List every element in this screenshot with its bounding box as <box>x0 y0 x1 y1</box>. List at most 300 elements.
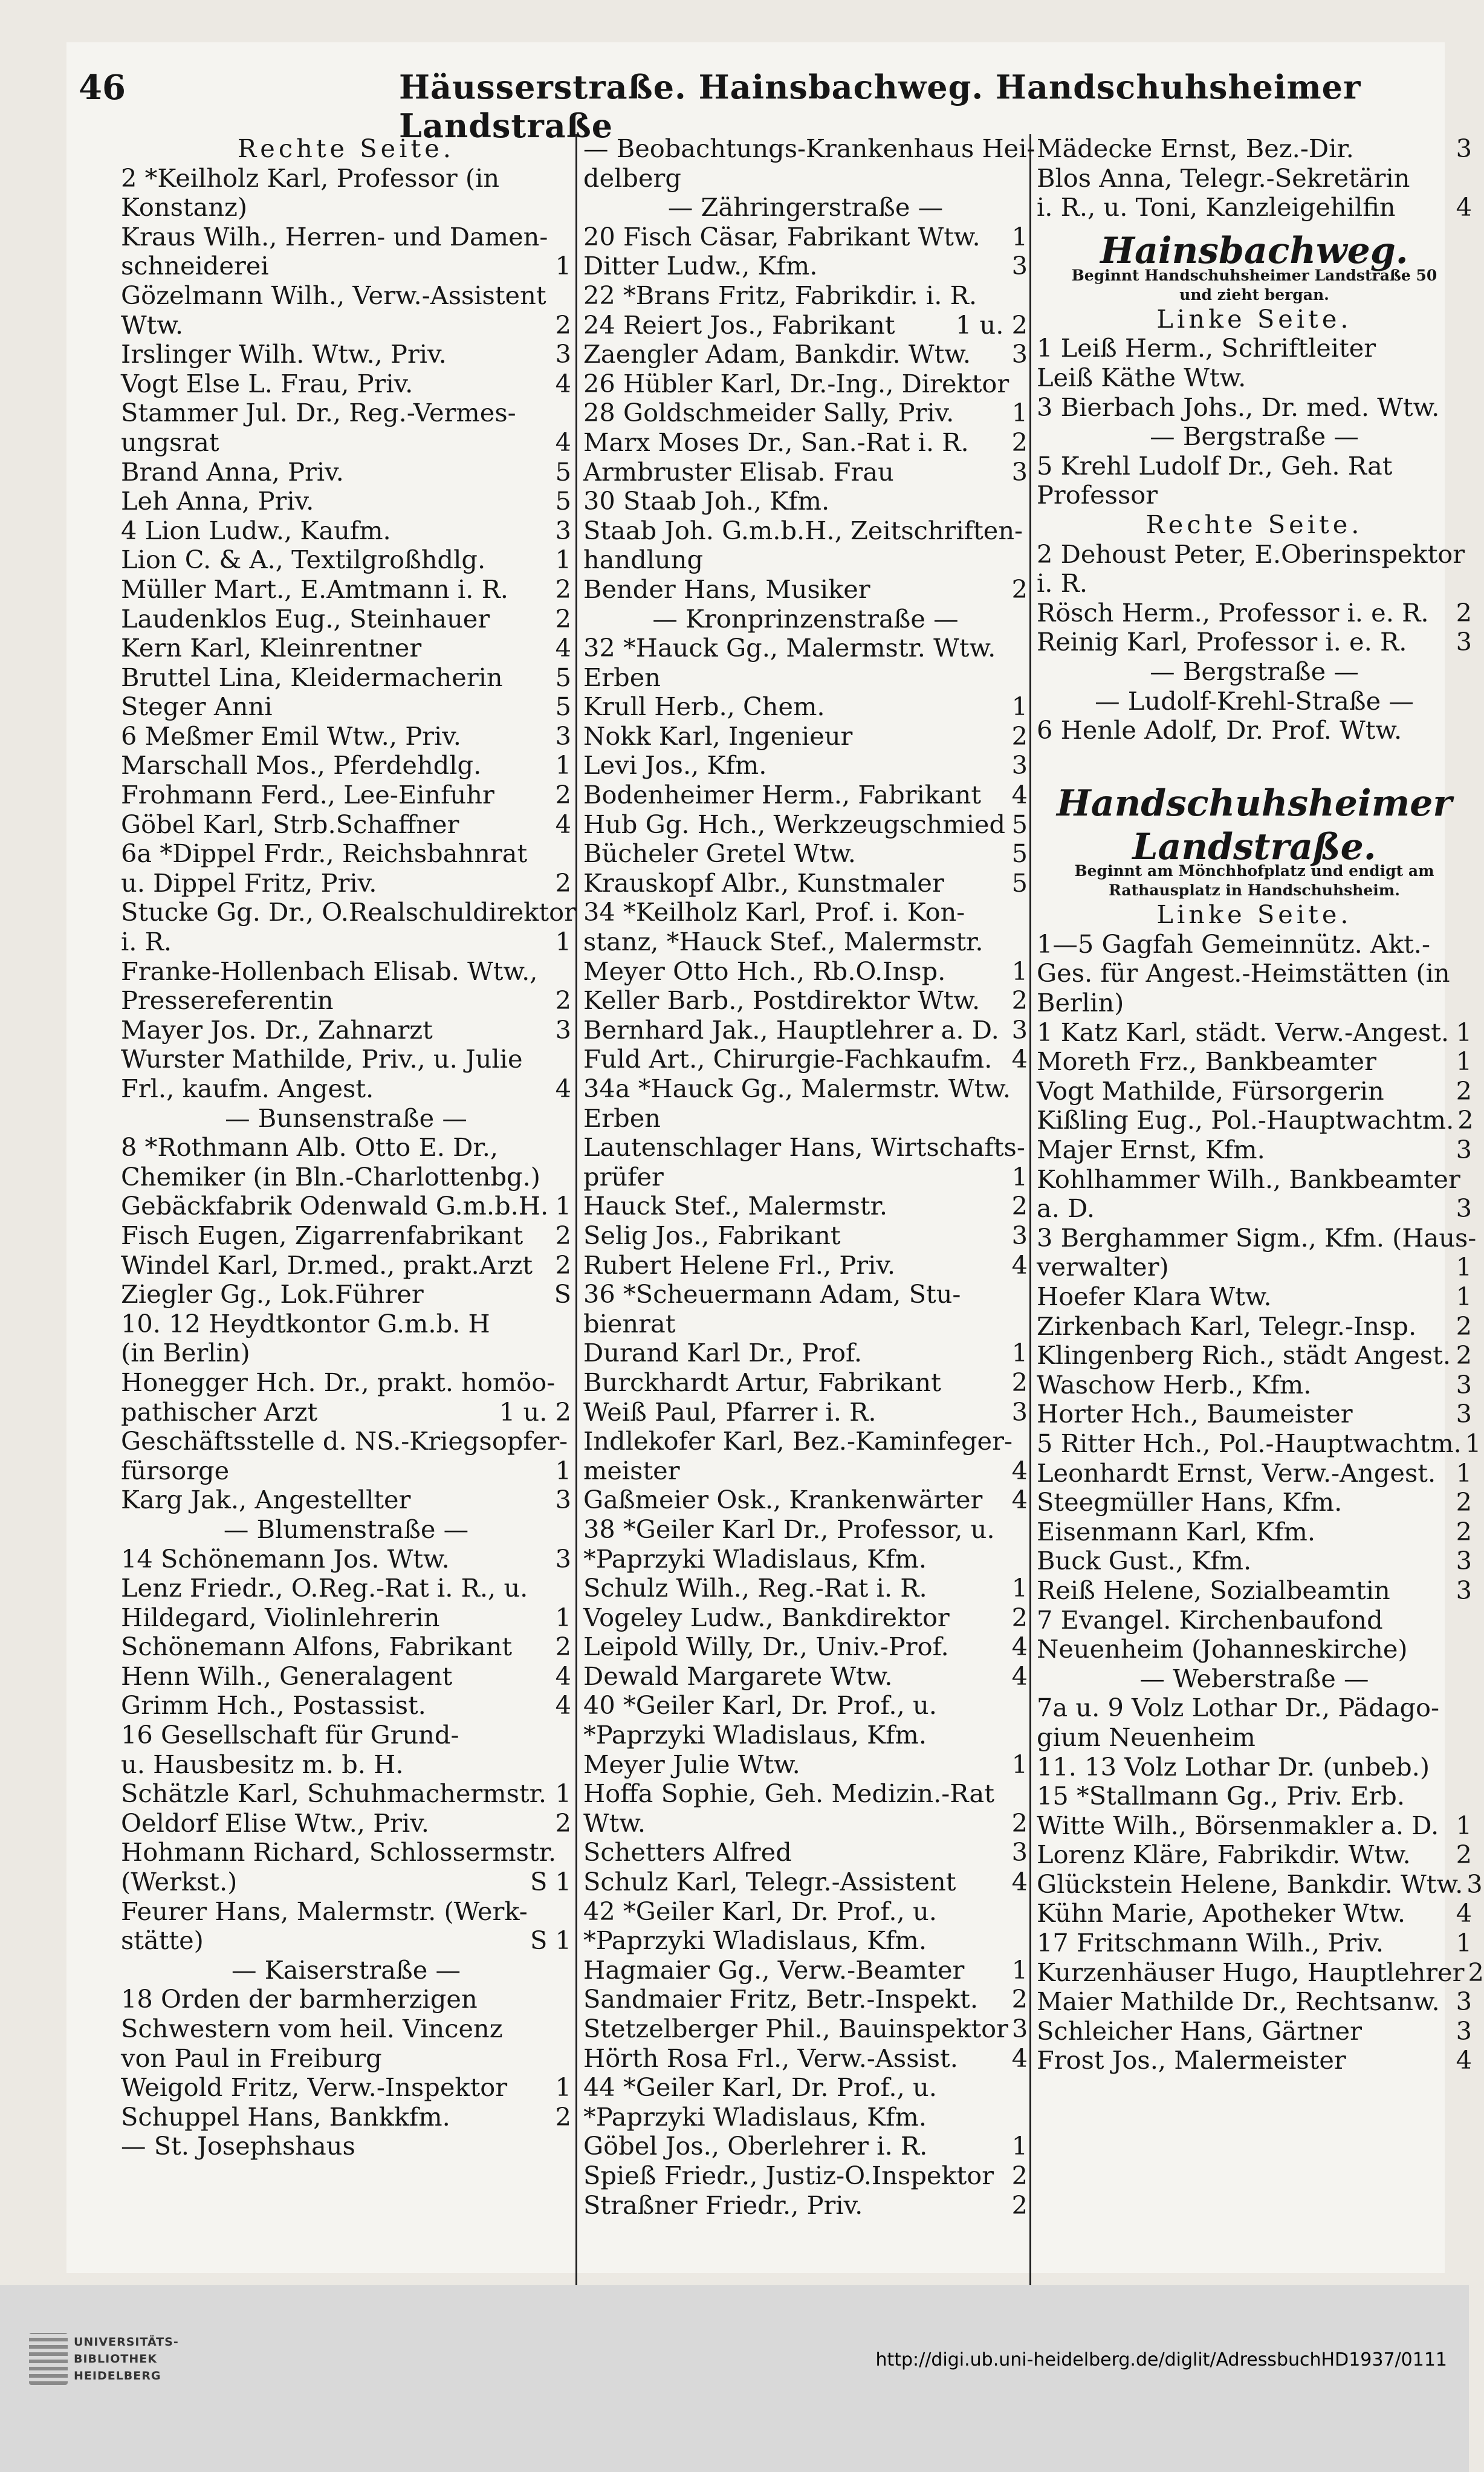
entry-text: Krull Herb., Chem. <box>583 692 825 722</box>
floor-number: 4 <box>1011 1044 1028 1074</box>
floor-number: 1 <box>1456 1046 1472 1077</box>
logo-line: HEIDELBERG <box>74 2369 161 2383</box>
logo-line: BIBLIOTHEK <box>74 2352 157 2366</box>
directory-entry <box>121 1632 571 1662</box>
directory-entry <box>1037 1488 1472 1517</box>
entry-text: 16 Gesellschaft für Grund- <box>121 1720 459 1750</box>
entry-text: Reiß Helene, Sozialbeamtin <box>1037 1575 1390 1605</box>
floor-number: 5 <box>1011 839 1028 869</box>
entry-text: Hub Gg. Hch., Werkzeugschmied <box>583 809 1006 839</box>
directory-entry <box>583 1427 1028 1456</box>
entry-text: verwalter) <box>1037 1252 1169 1282</box>
entry-text: Wtw. <box>121 310 184 340</box>
entry-text: Kühn Marie, Apotheker Wtw. <box>1037 1898 1406 1929</box>
directory-entry <box>1037 1106 1472 1135</box>
directory-entry <box>121 1838 571 1867</box>
floor-number: 4 <box>555 1690 571 1721</box>
floor-number: 4 <box>1011 1632 1028 1662</box>
library-logo-icon <box>29 2333 68 2385</box>
directory-entry <box>1037 1606 1472 1635</box>
entry-text: Henn Wilh., Generalagent <box>121 1661 453 1691</box>
entry-text: — Blumenstraße — <box>223 1514 469 1544</box>
entry-text: Leipold Willy, Dr., Univ.-Prof. <box>583 1632 949 1662</box>
directory-entry <box>1037 1957 1484 1988</box>
directory-entry <box>121 1221 571 1251</box>
directory-entry <box>121 369 571 399</box>
entry-text: stätte) <box>121 1925 204 1956</box>
cross-street <box>121 1515 571 1545</box>
entry-text: 4 Lion Ludw., Kaufm. <box>121 515 391 545</box>
floor-number: 1 <box>1011 1573 1028 1603</box>
entry-text: (in Berlin) <box>121 1338 250 1368</box>
entry-text: — Beobachtungs-Krankenhaus Hei- <box>583 134 1035 163</box>
floor-number: 2 <box>1457 1105 1474 1135</box>
directory-entry <box>1037 1782 1472 1811</box>
floor-number: 3 <box>555 1485 571 1515</box>
directory-entry <box>1037 1282 1472 1312</box>
logo-line: UNIVERSITÄTS- <box>74 2335 179 2349</box>
floor-number: 1 <box>555 1602 571 1632</box>
entry-text: Rechte Seite. <box>1145 509 1363 539</box>
directory-entry <box>1037 628 1472 657</box>
entry-text: Rubert Helene Frl., Priv. <box>583 1250 896 1280</box>
directory-entry <box>583 869 1028 898</box>
directory-entry <box>121 1779 571 1809</box>
floor-number: 5 <box>555 456 571 487</box>
directory-entry <box>583 1368 1028 1398</box>
directory-entry <box>583 1280 1028 1309</box>
directory-entry <box>121 1545 571 1574</box>
entry-text: u. Hausbesitz m. b. H. <box>121 1749 404 1779</box>
entry-text: Vogeley Ludw., Bankdirektor <box>583 1602 950 1632</box>
entry-text: Mädecke Ernst, Bez.-Dir. <box>1037 134 1354 163</box>
directory-column-2 <box>583 134 1035 2220</box>
floor-number: S 1 <box>530 1925 571 1956</box>
directory-entry <box>121 1662 571 1692</box>
entry-text: 6a *Dippel Frdr., Reichsbahnrat <box>121 839 528 869</box>
directory-entry <box>583 986 1028 1016</box>
directory-entry <box>583 1104 1028 1134</box>
floor-number: 4 <box>1011 2043 1028 2073</box>
entry-text: Rösch Herm., Professor i. e. R. <box>1037 597 1429 628</box>
directory-entry <box>1037 930 1472 959</box>
directory-entry <box>121 986 571 1016</box>
floor-number: 2 <box>555 2101 571 2132</box>
entry-text: Honegger Hch. Dr., prakt. homöo- <box>121 1367 556 1397</box>
entry-text: Linke Seite. <box>1156 303 1352 334</box>
directory-entry <box>1037 193 1472 222</box>
entry-text: 2 *Keilholz Karl, Professor (in <box>121 163 500 193</box>
directory-entry <box>583 1545 1028 1574</box>
directory-entry <box>121 1809 571 1838</box>
directory-entry <box>1037 2046 1472 2075</box>
directory-entry <box>583 487 1028 516</box>
floor-number: 5 <box>555 662 571 692</box>
entry-text: Laudenklos Eug., Steinhauer <box>121 603 490 634</box>
entry-text: Grimm Hch., Postassist. <box>121 1690 426 1721</box>
entry-text: i. R. <box>1037 568 1088 599</box>
entry-text: Hoefer Klara Wtw. <box>1037 1282 1272 1311</box>
directory-entry <box>121 281 571 311</box>
directory-entry <box>121 692 571 722</box>
cross-street <box>1037 687 1472 716</box>
directory-entry <box>1037 1753 1472 1782</box>
directory-entry <box>1037 1222 1477 1253</box>
entry-text: delberg <box>583 163 681 193</box>
entry-text: 18 Orden der barmherzigen <box>121 1984 478 2014</box>
floor-number: 4 <box>1011 1455 1028 1485</box>
directory-entry <box>1037 1047 1472 1077</box>
entry-text: Pressereferentin <box>121 985 334 1016</box>
directory-entry <box>583 1750 1028 1780</box>
directory-entry <box>1037 481 1472 510</box>
directory-entry <box>583 1309 1028 1339</box>
entry-text: Göbel Karl, Strb.Schaffner <box>121 809 459 839</box>
floor-number: 2 <box>1456 597 1472 628</box>
directory-entry <box>583 1485 1028 1515</box>
entry-text: Bodenheimer Herm., Fabrikant <box>583 780 982 810</box>
entry-text: 3 Berghammer Sigm., Kfm. (Haus- <box>1037 1222 1477 1253</box>
entry-text: Linke Seite. <box>1156 900 1352 930</box>
directory-entry <box>1037 1077 1472 1106</box>
floor-number: 3 <box>1011 1397 1028 1427</box>
directory-entry <box>121 634 571 663</box>
entry-text: Hohmann Richard, Schlossermstr. <box>121 1837 557 1867</box>
directory-entry <box>1037 1546 1472 1576</box>
entry-text: *Paprzyki Wladislaus, Kfm. <box>583 1720 927 1750</box>
directory-entry <box>1037 1899 1472 1929</box>
directory-entry <box>121 1309 571 1339</box>
entry-text: Hörth Rosa Frl., Verw.-Assist. <box>583 2043 958 2073</box>
directory-entry <box>583 1897 1028 1927</box>
entry-text: i. R., u. Toni, Kanzleigehilfin <box>1037 192 1396 222</box>
entry-text: Feurer Hans, Malermstr. (Werk- <box>121 1896 528 1926</box>
entry-text: Stucke Gg. Dr., O.Realschuldirektor <box>121 897 576 927</box>
floor-number: 2 <box>1011 1191 1028 1221</box>
directory-entry <box>121 810 571 840</box>
floor-number: 1 <box>1465 1428 1482 1458</box>
entry-text: 14 Schönemann Jos. Wtw. <box>121 1543 450 1574</box>
floor-number: 5 <box>1011 868 1028 898</box>
floor-number: 2 <box>1468 1957 1484 1987</box>
street-note <box>1037 861 1472 881</box>
floor-number: 2 <box>1456 1340 1472 1371</box>
entry-text: Witte Wilh., Börsenmakler a. D. <box>1037 1810 1439 1840</box>
floor-number: 4 <box>1456 1898 1472 1929</box>
entry-text: Stammer Jul. Dr., Reg.-Vermes- <box>121 398 516 428</box>
floor-number: 4 <box>1011 1661 1028 1691</box>
street-heading <box>1037 818 1472 868</box>
directory-entry <box>121 897 576 927</box>
directory-entry <box>583 1163 1028 1192</box>
entry-text: Krauskopf Albr., Kunstmaler <box>583 868 944 898</box>
floor-number: 4 <box>555 368 571 398</box>
directory-entry <box>583 1515 1028 1545</box>
entry-text: Durand Karl Dr., Prof. <box>583 1338 863 1368</box>
entry-text: 2 Dehoust Peter, E.Oberinspektor <box>1037 539 1465 569</box>
entry-text: 11. 13 Volz Lothar Dr. (unbeb.) <box>1037 1751 1430 1782</box>
entry-text: Berlin) <box>1037 988 1124 1018</box>
entry-text: 1 Leiß Herm., Schriftleiter <box>1037 333 1376 363</box>
directory-entry <box>583 222 1028 252</box>
directory-entry <box>121 1016 571 1045</box>
entry-text: gium Neuenheim <box>1037 1722 1256 1752</box>
entry-text: Meyer Otto Hch., Rb.O.Insp. <box>583 956 946 986</box>
floor-number: 2 <box>1011 721 1028 751</box>
floor-number: 2 <box>555 310 571 340</box>
directory-column-1 <box>121 134 576 2161</box>
floor-number: 4 <box>555 1661 571 1691</box>
directory-entry <box>121 1368 571 1398</box>
floor-number: 4 <box>1011 780 1028 810</box>
directory-entry <box>583 1045 1028 1074</box>
directory-entry <box>121 1574 571 1603</box>
street-note <box>1037 285 1472 305</box>
directory-entry <box>583 898 1028 927</box>
floor-number: 1 <box>1011 692 1028 722</box>
floor-number: 2 <box>555 574 571 604</box>
directory-entry <box>583 340 1028 369</box>
viewer-footer <box>0 2285 1469 2472</box>
entry-text: Hainsbachweg. <box>1100 230 1408 273</box>
entry-text: Weigold Fritz, Verw.-Inspektor <box>121 2072 508 2103</box>
entry-text: Kraus Wilh., Herren- und Damen- <box>121 221 548 251</box>
entry-text: Chemiker (in Bln.-Charlottenbg.) <box>121 1161 540 1192</box>
floor-number: 3 <box>1011 1220 1028 1250</box>
directory-entry <box>121 927 571 957</box>
entry-text: 15 *Stallmann Gg., Priv. Erb. <box>1037 1781 1405 1811</box>
directory-entry <box>583 2014 1028 2044</box>
floor-number: 1 <box>1011 221 1028 251</box>
entry-text: Lorenz Kläre, Fabrikdir. Wtw. <box>1037 1840 1411 1870</box>
entry-text: Selig Jos., Fabrikant <box>583 1220 841 1250</box>
directory-entry <box>1037 1400 1472 1429</box>
floor-number: 1 <box>555 1455 571 1485</box>
source-url-link[interactable]: http://digi.ub.uni-heidelberg.de/diglit/AdressbuchHD1937/0111 <box>875 2349 1447 2370</box>
directory-entry <box>121 164 571 193</box>
directory-entry <box>583 2191 1028 2221</box>
directory-entry <box>583 251 1028 281</box>
entry-text: Spieß Friedr., Justiz-O.Inspektor <box>583 2160 994 2190</box>
entry-text: Lautenschlager Hans, Wirtschafts- <box>583 1132 1025 1163</box>
floor-number: 2 <box>1011 1602 1028 1632</box>
directory-column-3 <box>1037 134 1484 2075</box>
side-heading <box>1037 305 1472 334</box>
entry-text: handlung <box>583 545 704 575</box>
directory-entry <box>121 516 571 546</box>
entry-text: Zaengler Adam, Bankdir. Wtw. <box>583 339 971 369</box>
entry-text: Leiß Käthe Wtw. <box>1037 362 1246 392</box>
street-heading <box>1037 774 1472 825</box>
column-divider <box>575 134 577 2286</box>
directory-entry <box>121 428 571 458</box>
directory-entry <box>121 1427 571 1456</box>
directory-entry <box>121 2132 571 2161</box>
entry-text: 5 Krehl Ludolf Dr., Geh. Rat <box>1037 450 1393 481</box>
entry-text: 22 *Brans Fritz, Fabrikdir. i. R. <box>583 280 977 310</box>
entry-text: Fisch Eugen, Zigarrenfabrikant <box>121 1220 523 1250</box>
entry-text: Ditter Ludw., Kfm. <box>583 251 818 281</box>
floor-number: 2 <box>1456 1311 1472 1341</box>
entry-text: Schulz Karl, Telegr.-Assistent <box>583 1867 956 1897</box>
directory-entry <box>121 458 571 487</box>
directory-entry <box>1037 452 1472 481</box>
floor-number: 4 <box>555 809 571 839</box>
floor-number: 3 <box>1456 627 1472 657</box>
directory-entry <box>121 193 571 222</box>
directory-entry <box>583 428 1028 458</box>
entry-text: Lion C. & A., Textilgroßhdlg. <box>121 545 486 575</box>
entry-text: Schönemann Alfons, Fabrikant <box>121 1632 513 1662</box>
entry-text: Steger Anni <box>121 692 273 722</box>
floor-number: 3 <box>1456 1399 1472 1429</box>
entry-text: Weiß Paul, Pfarrer i. R. <box>583 1397 876 1427</box>
floor-number: 1 <box>555 1779 571 1809</box>
entry-text: Beginnt Handschuhsheimer Landstraße 50 <box>1071 266 1437 284</box>
floor-number: 2 <box>555 868 571 898</box>
entry-text: Majer Ernst, Kfm. <box>1037 1135 1265 1165</box>
entry-text: Schuppel Hans, Bankkfm. <box>121 2101 450 2132</box>
side-heading <box>1037 900 1472 930</box>
entry-text: Gaßmeier Osk., Krankenwärter <box>583 1485 983 1515</box>
directory-entry <box>583 780 1028 810</box>
directory-entry <box>121 780 571 810</box>
directory-entry <box>121 957 571 987</box>
floor-number: 1 <box>555 2072 571 2103</box>
floor-number: 1 <box>1011 1955 1028 1985</box>
floor-number: 3 <box>1466 1869 1483 1899</box>
floor-number: 3 <box>555 721 571 751</box>
floor-number: 4 <box>1456 2045 1472 2075</box>
entry-text: *Paprzyki Wladislaus, Kfm. <box>583 2101 927 2132</box>
entry-text: 38 *Geiler Karl Dr., Professor, u. <box>583 1514 995 1544</box>
floor-number: 1 <box>1011 1338 1028 1368</box>
entry-text: — Kaiserstraße — <box>232 1955 461 1985</box>
spacer <box>1037 745 1472 775</box>
entry-text: 26 Hübler Karl, Dr.-Ing., Direktor <box>583 368 1009 398</box>
directory-entry <box>1037 569 1472 599</box>
directory-entry <box>583 575 1028 605</box>
floor-number: 4 <box>1456 192 1472 222</box>
floor-number: 1 <box>1456 1928 1472 1958</box>
floor-number: 2 <box>1011 574 1028 604</box>
entry-text: 40 *Geiler Karl, Dr. Prof., u. <box>583 1690 937 1721</box>
entry-text: Schulz Wilh., Reg.-Rat i. R. <box>583 1573 927 1603</box>
street-heading <box>1037 222 1472 273</box>
floor-number: 3 <box>1456 1135 1472 1165</box>
directory-entry <box>583 2044 1028 2074</box>
directory-entry <box>583 1721 1028 1750</box>
entry-text: — Zähringerstraße — <box>667 192 944 222</box>
entry-text: Fuld Art., Chirurgie-Fachkaufm. <box>583 1044 993 1074</box>
floor-number: 3 <box>1456 2016 1472 2046</box>
entry-text: Blos Anna, Telegr.-Sekretärin <box>1037 163 1410 193</box>
floor-number: 4 <box>1011 1867 1028 1897</box>
entry-text: i. R. <box>121 927 172 957</box>
entry-text: 6 Meßmer Emil Wtw., Priv. <box>121 721 461 751</box>
entry-text: Neuenheim (Johanneskirche) <box>1037 1634 1408 1664</box>
entry-text: von Paul in Freiburg <box>121 2043 382 2073</box>
directory-entry <box>583 2103 1028 2132</box>
directory-entry <box>1037 988 1472 1018</box>
entry-text: fürsorge <box>121 1455 230 1485</box>
entry-text: Beginnt am Mönchhofplatz und endigt am <box>1074 862 1434 880</box>
entry-text: 24 Reiert Jos., Fabrikant <box>583 310 895 340</box>
cross-street <box>583 193 1028 222</box>
street-note <box>1037 266 1472 285</box>
entry-text: 42 *Geiler Karl, Dr. Prof., u. <box>583 1896 937 1926</box>
directory-entry <box>121 1867 571 1897</box>
entry-text: Leonhardt Ernst, Verw.-Angest. <box>1037 1458 1436 1488</box>
floor-number: 5 <box>555 486 571 516</box>
entry-text: Bernhard Jak., Hauptlehrer a. D. <box>583 1014 999 1045</box>
floor-number: 3 <box>555 1014 571 1045</box>
floor-number: 2 <box>1456 1516 1472 1546</box>
entry-text: — Ludolf-Krehl-Straße — <box>1095 686 1414 716</box>
entry-text: Frohmann Ferd., Lee-Einfuhr <box>121 780 494 810</box>
entry-text: Rechte Seite. <box>238 134 455 163</box>
directory-entry <box>583 516 1028 546</box>
entry-text: Karg Jak., Angestellter <box>121 1485 411 1515</box>
entry-text: Steegmüller Hans, Kfm. <box>1037 1487 1343 1517</box>
floor-number: 2 <box>1456 1075 1472 1106</box>
entry-text: — Bergstraße — <box>1150 421 1359 452</box>
directory-entry <box>1037 540 1472 569</box>
entry-text: 28 Goldschmeider Sally, Priv. <box>583 398 954 428</box>
floor-number: 2 <box>555 1250 571 1280</box>
floor-number: 3 <box>555 515 571 545</box>
floor-number: 1 <box>555 545 571 575</box>
directory-entry <box>121 605 571 634</box>
directory-entry <box>583 1662 1028 1692</box>
directory-entry <box>583 2132 1028 2161</box>
entry-text: Irslinger Wilh. Wtw., Priv. <box>121 339 447 369</box>
entry-text: Keller Barb., Postdirektor Wtw. <box>583 985 980 1016</box>
floor-number: 1 <box>555 251 571 281</box>
directory-entry <box>1037 1165 1472 1195</box>
directory-entry <box>121 839 571 869</box>
directory-entry <box>1037 363 1472 393</box>
entry-text: Windel Karl, Dr.med., prakt.Arzt <box>121 1250 533 1280</box>
entry-text: Frl., kaufm. Angest. <box>121 1074 374 1103</box>
directory-entry <box>583 2161 1028 2191</box>
directory-entry <box>121 869 571 898</box>
floor-number: 3 <box>1456 1193 1472 1224</box>
entry-text: schneiderei <box>121 251 269 281</box>
entry-text: Rathausplatz in Handschuhsheim. <box>1109 881 1400 900</box>
directory-entry <box>121 1192 571 1221</box>
floor-number: 1 <box>1011 1749 1028 1779</box>
entry-text: 20 Fisch Cäsar, Fabrikant Wtw. <box>583 221 980 251</box>
floor-number: 3 <box>1011 1014 1028 1045</box>
entry-text: 34 *Keilholz Karl, Prof. i. Kon- <box>583 897 965 927</box>
entry-text: Konstanz) <box>121 192 248 222</box>
floor-number: 3 <box>1456 1987 1472 2017</box>
entry-text: Hildegard, Violinlehrerin <box>121 1602 440 1632</box>
entry-text: Staab Joh. G.m.b.H., Zeitschriften- <box>583 515 1023 545</box>
directory-entry <box>583 369 1028 399</box>
entry-text: Wtw. <box>583 1808 646 1838</box>
entry-text: 17 Fritschmann Wilh., Priv. <box>1037 1928 1384 1958</box>
floor-number: 2 <box>1011 1984 1028 2014</box>
entry-text: bienrat <box>583 1308 676 1338</box>
directory-entry <box>583 311 1028 340</box>
directory-entry <box>121 2044 571 2074</box>
directory-entry <box>121 1926 571 1956</box>
entry-text: Marx Moses Dr., San.-Rat i. R. <box>583 427 969 457</box>
directory-entry <box>583 1779 1028 1809</box>
directory-entry <box>121 398 571 428</box>
